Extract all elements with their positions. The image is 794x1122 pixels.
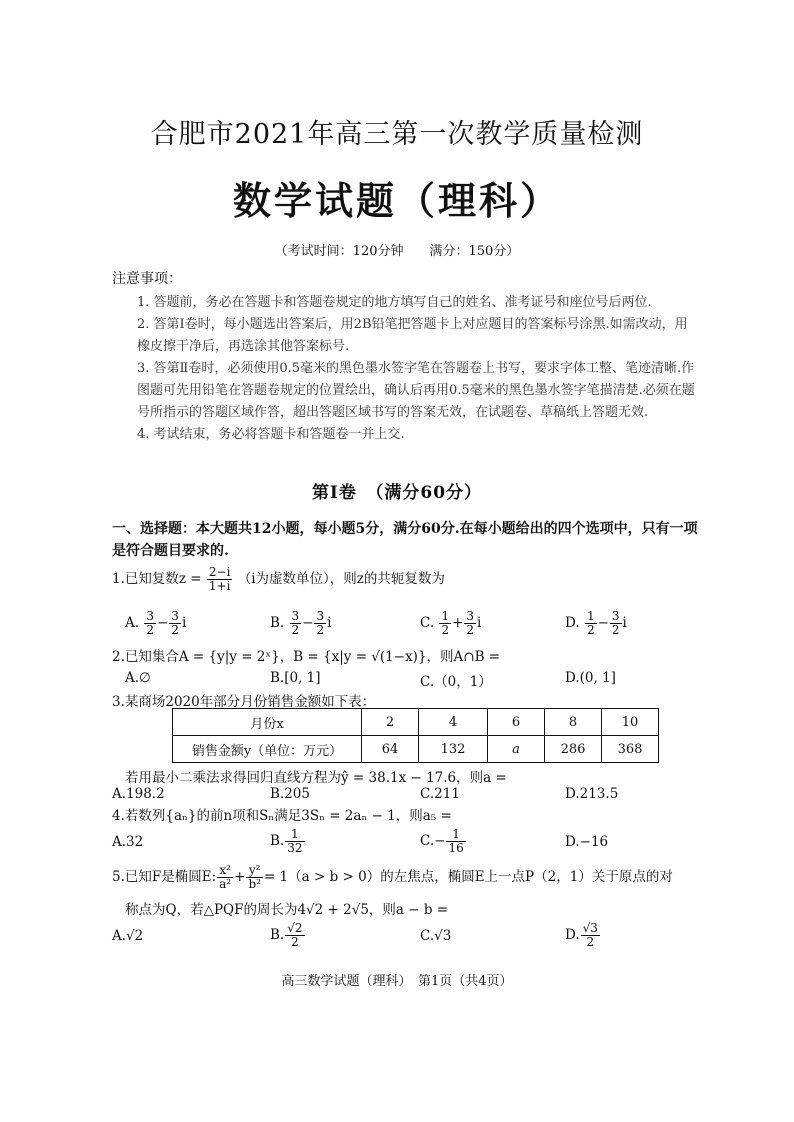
frac-den: 2 (291, 935, 299, 949)
frac-den: 32 (287, 841, 303, 855)
question-2-stem: 2.已知集合A = {y|y = 2ˣ}，B = {x|y = √(1−x)}，则A∩B = (112, 649, 501, 665)
frac-den: 2 (316, 623, 325, 637)
q4-option-b (270, 828, 306, 855)
q2-option-d: D.(0, 1] (565, 670, 616, 686)
q5-option-c: C.√3 (420, 928, 452, 944)
question-5-stem (112, 864, 673, 891)
q4-option-a: A.32 (112, 834, 144, 850)
option-fraction (285, 828, 304, 855)
option-operator: − (597, 615, 609, 631)
option-fraction (581, 922, 600, 949)
frac-den: 2 (171, 623, 179, 637)
option-fraction (285, 922, 304, 949)
q5-fraction-y (246, 864, 263, 891)
notice-item: 3. 答第Ⅱ卷时，必须使用0.5毫米的黑色墨水签字笔在答题卷上书写，要求字体工整、笔迹清晰.作图题可先用铅笔在答题卷规定的位置绘出，确认后再用0.5毫米的黑色墨水签字笔描清楚.必须在题号所指示的答题区域作答，超出答题区域书写的答案无效，在试题卷、草稿纸上答题无效. (137, 361, 695, 420)
q4-option-d: D.−16 (565, 834, 609, 850)
table-cell: 64 (362, 736, 419, 763)
table-row-label: 销售金额y（单位：万元） (173, 736, 362, 763)
q5-option-b (270, 922, 306, 949)
table-cell: 6 (488, 709, 545, 736)
q1-fraction-denominator: 1+i (208, 579, 231, 593)
q4-option-c (420, 828, 467, 855)
frac-den: 2 (441, 623, 450, 637)
q1-options (125, 610, 685, 640)
option-operator: − (156, 615, 169, 631)
option-fraction (144, 610, 156, 637)
table-cell: 2 (362, 709, 419, 736)
question-3-stem: 3.某商场2020年部分月份销售金额如下表： (112, 694, 376, 710)
frac-num: 3 (171, 609, 179, 623)
q1-stem-b: （i为虚数单位），则z的共轭复数为 (237, 571, 445, 587)
q5-stem-c: 称点为Q，若△PQF的周长为4√2 + 2√5，则a − b = (125, 902, 449, 918)
q5-stem-a: 5.已知F是椭圆E: (112, 869, 217, 885)
frac-num: 1 (586, 609, 595, 623)
option-fraction (464, 610, 476, 637)
frac-den: 2 (586, 935, 595, 949)
q3-option-b: B.205 (270, 786, 310, 802)
q5-fraction-x (217, 864, 233, 891)
option-label: B. (270, 927, 285, 943)
notice-title: 注意事项： (112, 271, 182, 287)
q4-options (112, 828, 672, 860)
table-cell: 286 (545, 736, 602, 763)
option-label: A. (125, 615, 140, 631)
q2-options (125, 670, 685, 690)
q1-fraction (207, 566, 233, 593)
table-cell: 132 (419, 736, 488, 763)
frac-num: 3 (146, 609, 154, 623)
sales-table (172, 708, 659, 763)
option-fraction (610, 610, 622, 637)
option-tail: i (327, 615, 332, 631)
exam-header: 合肥市2021年高三第一次教学质量检测 (150, 119, 644, 150)
option-label: D. (565, 927, 580, 943)
notice-item: 2. 答第Ⅰ卷时，每小题选出答案后，用2B铅笔把答题卡上对应题目的答案标号涂黑.如需改动，用橡皮擦干净后，再选涂其他答案标号. (137, 317, 688, 354)
part-heading: 一、选择题：本大题共12小题，每小题5分，满分60分.在每小题给出的四个选项中，只有一项是符合题目要求的. (112, 521, 698, 559)
q3-option-c: C.211 (420, 786, 460, 802)
q2-option-c: C.（0，1） (420, 674, 492, 690)
option-label: B. (270, 615, 285, 631)
q2-option-b: B.[0, 1] (270, 670, 321, 686)
q1-fraction-numerator: 2−i (208, 565, 231, 579)
q1-option-b (270, 610, 331, 637)
frac-den: 2 (146, 623, 154, 637)
frac-den: 2 (586, 623, 595, 637)
option-operator: − (302, 615, 314, 631)
q1-option-d (565, 610, 627, 637)
question-1-stem (112, 566, 445, 593)
option-fraction (169, 610, 181, 637)
frac-num: 3 (291, 609, 300, 623)
q5-option-a: A.√2 (112, 928, 144, 944)
frac-num: x² (217, 864, 233, 878)
page-title: 数学试题（理科） (232, 178, 561, 223)
frac-num: 3 (316, 609, 325, 623)
option-operator: + (452, 615, 464, 631)
option-fraction (314, 610, 326, 637)
table-cell: 8 (545, 709, 602, 736)
table-row (173, 709, 659, 736)
frac-den: 16 (448, 841, 464, 855)
page-footer: 高三数学试题（理科） 第1页（共4页） (281, 974, 513, 989)
q1-option-c (420, 610, 481, 637)
frac-den: a² (219, 877, 232, 891)
frac-den: 2 (291, 623, 300, 637)
option-label: C. (420, 615, 435, 631)
table-cell: a (488, 736, 545, 763)
frac-num: 1 (446, 828, 465, 842)
frac-num: 3 (466, 609, 475, 623)
q2-option-a: A.∅ (125, 670, 151, 686)
notice-item: 1. 答题前，务必在答题卡和答题卷规定的地方填写自己的姓名、准考证号和座位号后两位. (137, 295, 652, 310)
option-tail: i (477, 615, 482, 631)
frac-den: 2 (466, 623, 475, 637)
option-fraction (446, 828, 465, 855)
frac-num: √3 (582, 921, 598, 935)
notice-list (137, 292, 697, 446)
q5-options (112, 922, 672, 956)
frac-num: 3 (611, 609, 620, 623)
exam-info: （考试时间：120分钟 满分：150分） (274, 244, 520, 259)
frac-num: 1 (285, 828, 304, 842)
q3-followup: 若用最小二乘法求得回归直线方程为ŷ = 38.1x − 17.6，则a = (125, 770, 507, 786)
frac-den: 2 (611, 623, 620, 637)
option-tail: i (181, 615, 187, 631)
table-cell: 10 (602, 709, 659, 736)
q5-stem-b: = 1（a > b > 0）的左焦点，椭圆E上一点P（2，1）关于原点的对 (263, 869, 673, 885)
question-4-stem: 4.若数列{aₙ}的前n项和Sₙ满足3Sₙ = 2aₙ − 1，则a₅ = (112, 808, 452, 824)
q5-plus: + (234, 869, 246, 885)
table-cell: 4 (419, 709, 488, 736)
q1-option-a (125, 610, 186, 637)
q5-option-d (565, 922, 601, 949)
q3-option-a: A.198.2 (112, 786, 165, 802)
q1-stem-a: 1.已知复数z = (112, 571, 202, 587)
notice-item: 4. 考试结束，务必将答题卡和答题卷一并上交. (137, 427, 405, 442)
option-fraction (290, 610, 302, 637)
option-label: B. (270, 833, 285, 849)
table-row-label: 月份x (173, 709, 362, 736)
option-label: C.− (420, 833, 446, 849)
section-title: 第Ⅰ卷 （满分60分） (311, 483, 483, 503)
q3-options (112, 786, 672, 806)
table-cell: 368 (602, 736, 659, 763)
option-fraction (439, 610, 451, 637)
option-tail: i (622, 615, 627, 631)
frac-den: b² (248, 877, 261, 891)
frac-num: y² (246, 864, 263, 878)
option-label: D. (565, 615, 580, 631)
frac-num: 1 (441, 609, 450, 623)
frac-num: √2 (287, 921, 303, 935)
q3-option-d: D.213.5 (565, 786, 619, 802)
table-row (173, 736, 659, 763)
option-fraction (585, 610, 597, 637)
